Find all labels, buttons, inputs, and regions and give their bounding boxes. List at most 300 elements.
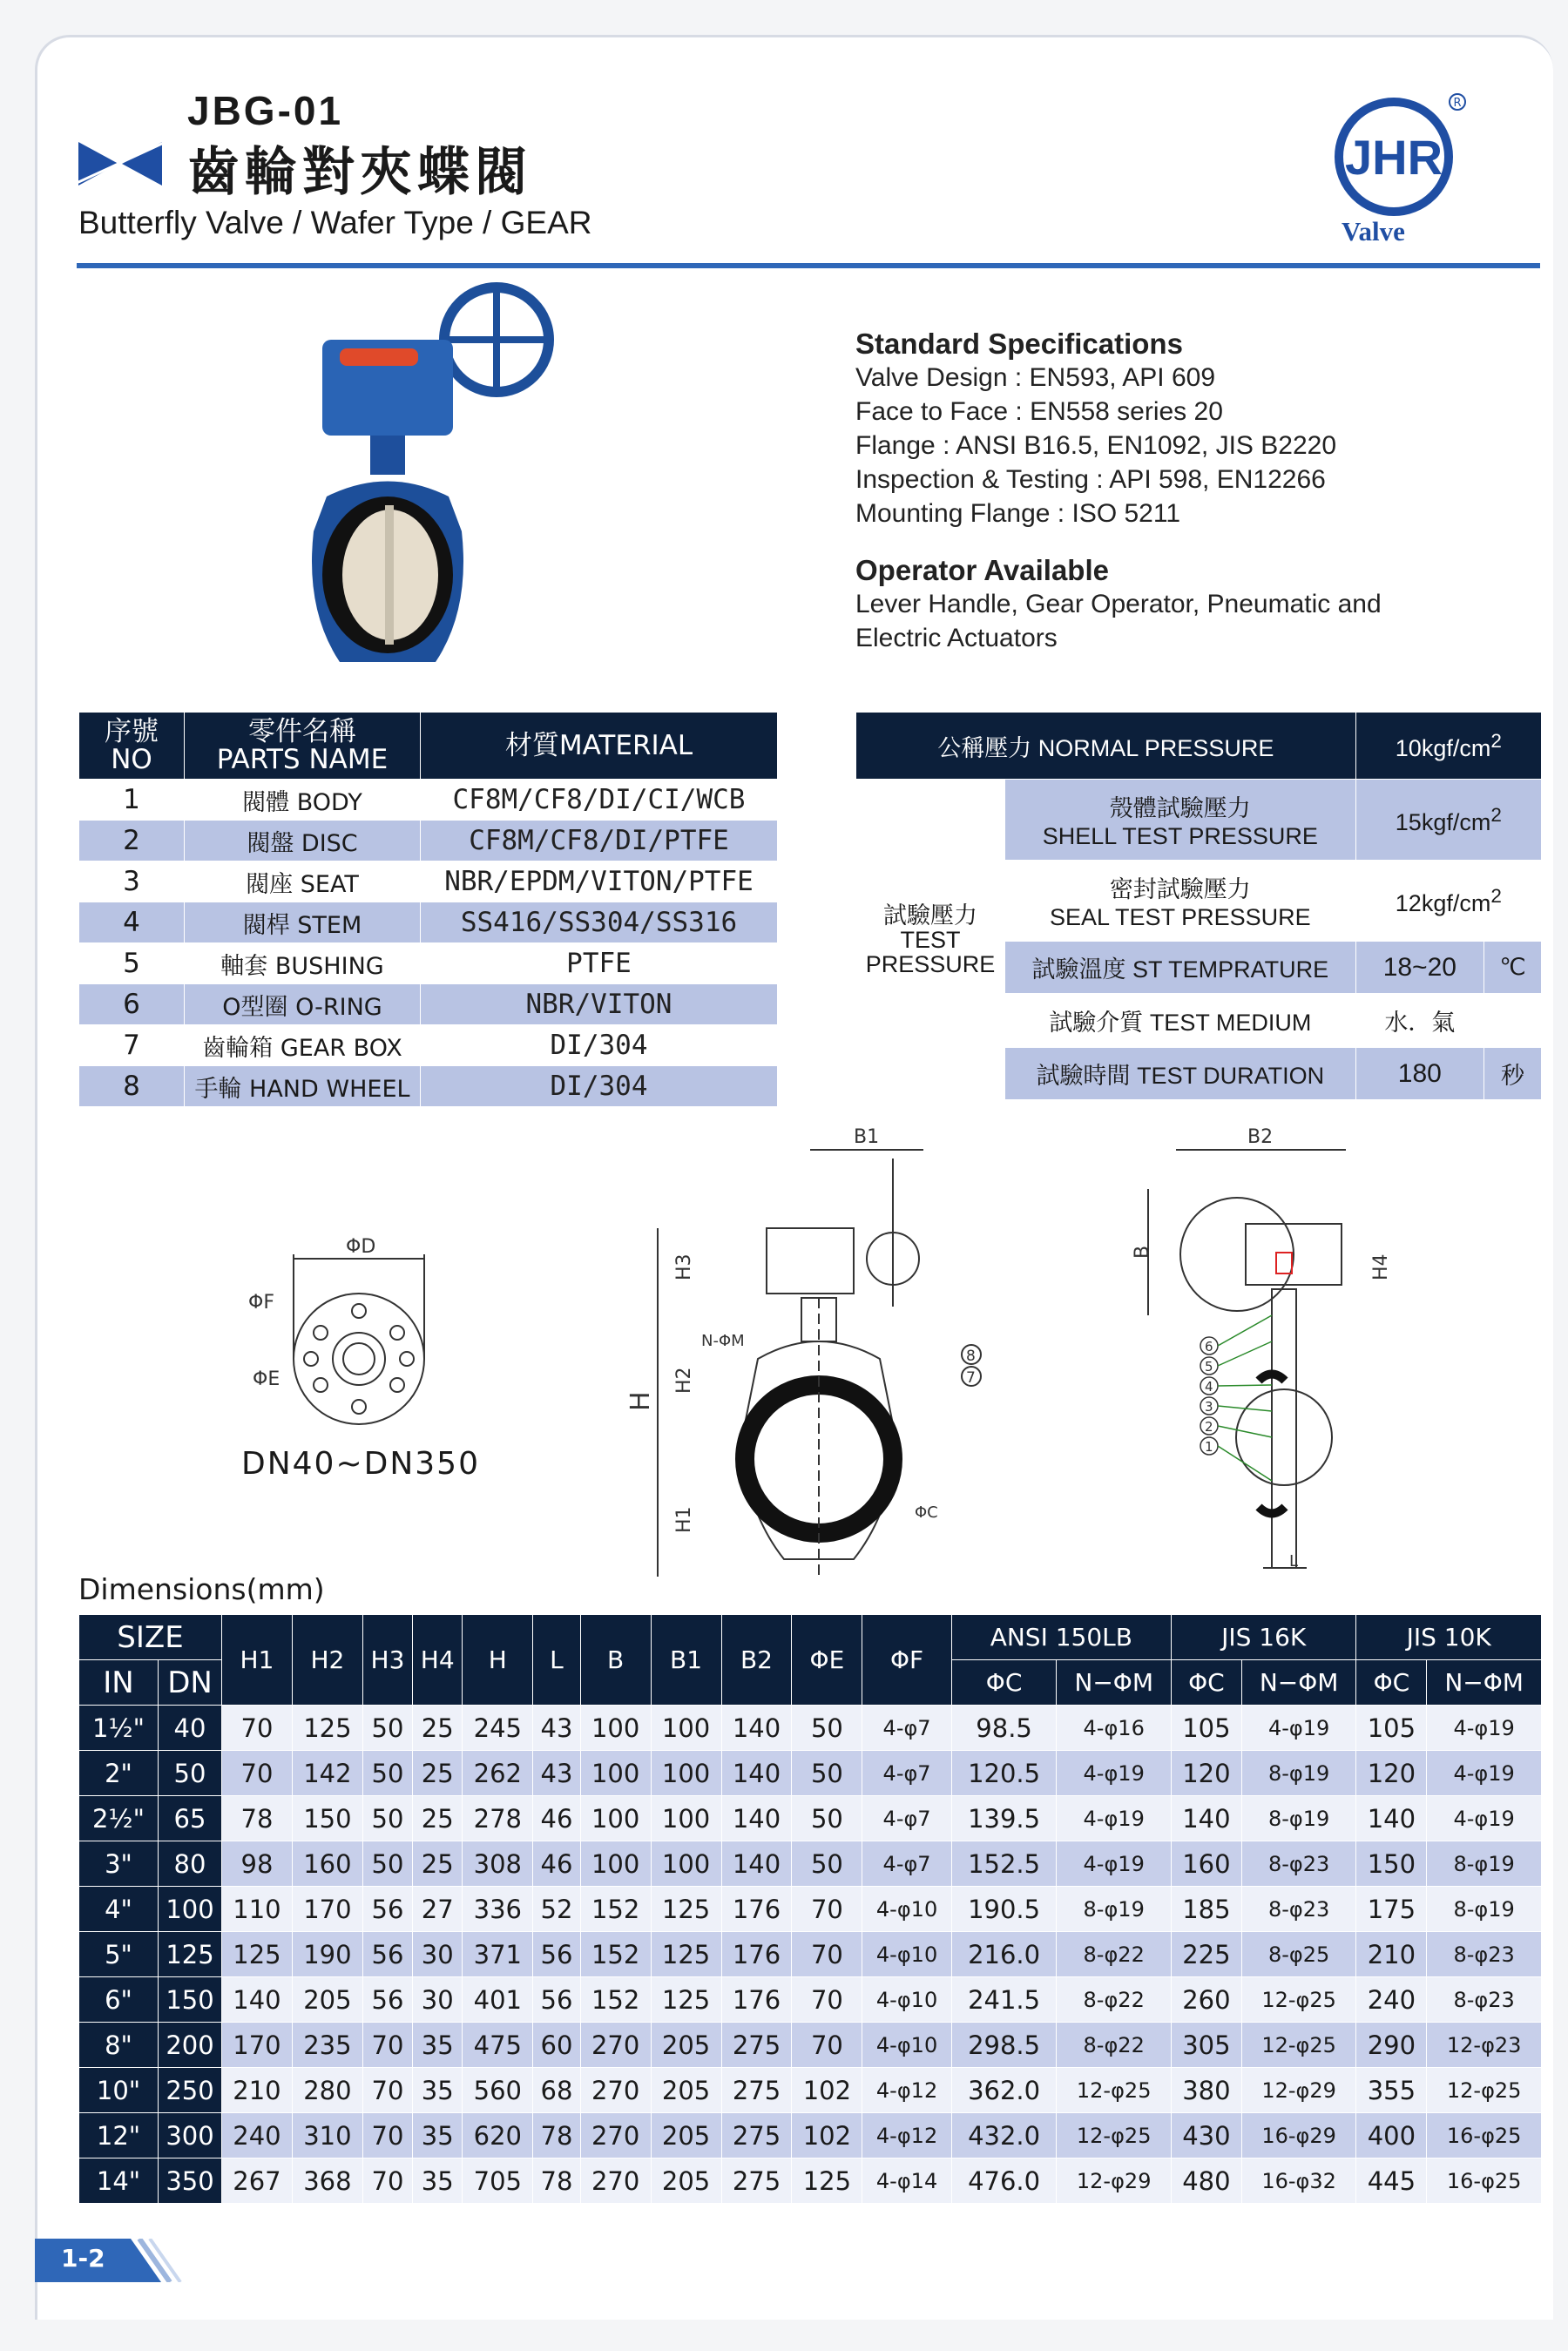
parts-cell-material: PTFE [421,943,778,984]
size-dn: 100 [159,1887,222,1932]
dimension-cell: 275 [721,2023,792,2068]
jis16-nphim: N−ΦM [1241,1660,1356,1706]
dimension-cell: 25 [413,1751,463,1796]
dimension-cell: 4-φ19 [1057,1796,1172,1841]
size-dn: 80 [159,1841,222,1887]
dimension-cell: 210 [222,2068,293,2113]
dimension-cell: 4-φ7 [862,1841,951,1887]
dimension-cell: 30 [413,1977,463,2023]
dimension-cell: 400 [1356,2113,1427,2158]
dimension-cell: 100 [580,1751,651,1796]
dimension-cell: 30 [413,1932,463,1977]
phiE-label: ΦE [253,1368,280,1390]
dimension-cell: 210 [1356,1932,1427,1977]
col-B: B [580,1615,651,1706]
dimension-cell: 8-φ25 [1241,1932,1356,1977]
B1-label: B1 [854,1126,880,1148]
dimension-cell: 78 [222,1796,293,1841]
dimension-cell: 140 [222,1977,293,2023]
parts-cell-name: 手輪 HAND WHEEL [185,1066,421,1107]
H-label: H [625,1391,656,1411]
parts-cell-material: SS416/SS304/SS316 [421,902,778,943]
parts-row [79,1066,778,1107]
dimension-cell: 140 [721,1706,792,1751]
phiC-label: ΦC [915,1503,938,1522]
dimension-cell: 355 [1356,2068,1427,2113]
dimension-row [79,2113,1542,2158]
dimension-row [79,2158,1542,2204]
parts-cell-name: 閥桿 STEM [185,902,421,943]
dimension-cell: 105 [1356,1706,1427,1751]
parts-row [79,821,778,861]
dimension-cell: 620 [463,2113,533,2158]
dimension-cell: 100 [580,1706,651,1751]
dimension-cell: 270 [580,2158,651,2204]
dimension-cell: 275 [721,2113,792,2158]
H1-label: H1 [673,1506,695,1533]
dimension-cell: 280 [292,2068,362,2113]
svg-text:3: 3 [1205,1399,1213,1415]
jis16-phic: ΦC [1171,1660,1241,1706]
dimension-cell: 100 [580,1796,651,1841]
dimension-cell: 368 [292,2158,362,2204]
dimension-cell: 56 [533,1977,580,2023]
dimension-cell: 70 [792,2023,862,2068]
jis16-header: JIS 16K [1171,1615,1355,1660]
dimension-cell: 78 [533,2113,580,2158]
dimension-cell: 310 [292,2113,362,2158]
size-in: 5" [79,1932,159,1977]
standard-specs-title: Standard Specifications [855,328,1183,360]
dimension-cell: 4-φ10 [862,1977,951,2023]
jis10-header: JIS 10K [1356,1615,1542,1660]
dimension-cell: 100 [651,1751,721,1796]
in-header: IN [79,1660,159,1706]
dimension-cell: 4-φ19 [1057,1751,1172,1796]
dimension-cell: 241.5 [951,1977,1057,2023]
dimension-cell: 98 [222,1841,293,1887]
jis10-phic: ΦC [1356,1660,1427,1706]
dimension-cell: 12-φ25 [1241,1977,1356,2023]
dimensions-title: Dimensions(mm) [78,1572,325,1606]
dimension-cell: 12-φ25 [1427,2068,1542,2113]
dimension-cell: 102 [792,2113,862,2158]
parts-cell-material: CF8M/CF8/DI/PTFE [421,821,778,861]
test-temperature-unit: ℃ [1484,942,1542,994]
front-drawing [625,1126,981,1577]
col-L: L [533,1615,580,1706]
dimension-cell: 25 [413,1796,463,1841]
dimension-cell: 278 [463,1796,533,1841]
dimension-cell: 50 [362,1796,412,1841]
nominal-pressure-label: 公稱壓力 NORMAL PRESSURE [856,713,1356,780]
dimension-cell: 35 [413,2158,463,2204]
dimension-cell: 560 [463,2068,533,2113]
dimension-cell: 78 [533,2158,580,2204]
dimension-cell: 480 [1171,2158,1241,2204]
side-drawing [1132,1126,1392,1571]
dn-header: DN [159,1660,222,1706]
dimension-cell: 120.5 [951,1751,1057,1796]
dimension-cell: 371 [463,1932,533,1977]
svg-text:6: 6 [1205,1339,1213,1355]
parts-cell-material: DI/304 [421,1066,778,1107]
parts-cell-no: 8 [79,1066,185,1107]
parts-cell-no: 3 [79,861,185,902]
dimension-cell: 125 [222,1932,293,1977]
dimension-cell: 139.5 [951,1796,1057,1841]
dimension-cell: 4-φ19 [1427,1751,1542,1796]
test-medium-label: 試驗介質 TEST MEDIUM [1005,994,1356,1048]
dimension-cell: 27 [413,1887,463,1932]
dimension-cell: 120 [1171,1751,1241,1796]
B-label: B [1132,1245,1153,1259]
dimension-cell: 8-φ19 [1427,1841,1542,1887]
dimension-cell: 152 [580,1932,651,1977]
parts-cell-material: NBR/VITON [421,984,778,1025]
shell-test-label: 殼體試驗壓力 SHELL TEST PRESSURE [1005,780,1356,861]
size-in: 1½" [79,1706,159,1751]
dimension-cell: 8-φ23 [1241,1887,1356,1932]
dimension-cell: 4-φ10 [862,2023,951,2068]
dimension-cell: 100 [651,1706,721,1751]
dimension-cell: 260 [1171,1977,1241,2023]
dimension-row [79,1706,1542,1751]
dimension-cell: 105 [1171,1706,1241,1751]
dimension-row [79,2023,1542,2068]
parts-table [78,712,778,1107]
phiD-label: ΦD [346,1236,376,1258]
parts-cell-no: 2 [79,821,185,861]
dimension-cell: 362.0 [951,2068,1057,2113]
dimension-cell: 56 [362,1887,412,1932]
dimension-cell: 70 [362,2068,412,2113]
dimension-cell: 4-φ14 [862,2158,951,2204]
dimension-cell: 240 [1356,1977,1427,2023]
dimension-cell: 235 [292,2023,362,2068]
size-dn: 200 [159,2023,222,2068]
dimension-row [79,1977,1542,2023]
dimension-cell: 12-φ25 [1057,2068,1172,2113]
dimension-cell: 56 [533,1932,580,1977]
svg-text:8: 8 [966,1348,976,1365]
dimension-cell: 8-φ22 [1057,1977,1172,2023]
dimension-cell: 43 [533,1706,580,1751]
parts-cell-name: 閥盤 DISC [185,821,421,861]
dimension-cell: 170 [292,1887,362,1932]
svg-text:4: 4 [1205,1379,1213,1395]
size-dn: 150 [159,1977,222,2023]
dimension-cell: 35 [413,2068,463,2113]
dimension-cell: 8-φ23 [1241,1841,1356,1887]
page-tab [35,2239,183,2282]
size-in: 10" [79,2068,159,2113]
dimension-cell: 8-φ19 [1057,1887,1172,1932]
dimension-cell: 100 [651,1796,721,1841]
parts-cell-name: 軸套 BUSHING [185,943,421,984]
product-code: JBG-01 [187,88,344,133]
dimension-cell: 205 [651,2158,721,2204]
dimension-cell: 70 [792,1977,862,2023]
dimension-cell: 4-φ7 [862,1706,951,1751]
svg-text:7: 7 [966,1369,976,1387]
parts-cell-no: 1 [79,780,185,821]
operator-line: Electric Actuators [855,624,1058,652]
dimension-cell: 12-φ25 [1241,2023,1356,2068]
dimension-cell: 142 [292,1751,362,1796]
parts-cell-no: 4 [79,902,185,943]
dimension-cell: 262 [463,1751,533,1796]
size-in: 8" [79,2023,159,2068]
dimension-row [79,2068,1542,2113]
dimension-cell: 70 [792,1887,862,1932]
dimension-cell: 705 [463,2158,533,2204]
L-label: L [1289,1552,1299,1571]
size-dn: 350 [159,2158,222,2204]
seal-test-value: $12kgf/cm^2$ [1355,861,1541,942]
parts-cell-no: 5 [79,943,185,984]
test-duration-label: 試驗時間 TEST DURATION [1005,1048,1356,1100]
spec-line: Flange : ANSI B16.5, EN1092, JIS B2220 [855,431,1337,460]
dimension-cell: 150 [292,1796,362,1841]
size-in: 3" [79,1841,159,1887]
size-dn: 250 [159,2068,222,2113]
size-dn: 40 [159,1706,222,1751]
dimension-cell: 35 [413,2023,463,2068]
dimension-row [79,1796,1542,1841]
dimension-cell: 50 [362,1751,412,1796]
parts-cell-material: DI/304 [421,1025,778,1066]
dimension-cell: 46 [533,1841,580,1887]
spec-line: Face to Face : EN558 series 20 [855,397,1223,426]
dimension-cell: 175 [1356,1887,1427,1932]
H3-label: H3 [673,1253,695,1280]
dimension-cell: 190.5 [951,1887,1057,1932]
test-temperature-label: 試驗溫度 ST TEMPRATURE [1005,942,1356,994]
dimension-cell: 205 [651,2113,721,2158]
dimension-cell: 16-φ25 [1427,2113,1542,2158]
product-subtitle: Butterfly Valve / Wafer Type / GEAR [78,205,592,240]
size-header: SIZE [79,1615,222,1660]
page-number: 1-2 [61,2244,105,2273]
dimension-cell: 336 [463,1887,533,1932]
dimension-cell: 4-φ10 [862,1932,951,1977]
technical-drawings [0,1124,1568,1577]
col-H: H [463,1615,533,1706]
parts-cell-name: 齒輪箱 GEAR BOX [185,1025,421,1066]
header-divider [77,263,1540,268]
dimension-cell: 110 [222,1887,293,1932]
parts-cell-no: 7 [79,1025,185,1066]
dimension-row [79,1887,1542,1932]
dimension-cell: 4-φ19 [1427,1706,1542,1751]
dimension-cell: 43 [533,1751,580,1796]
dimension-cell: 216.0 [951,1932,1057,1977]
NphiM-label: N-ΦM [701,1332,745,1350]
dimension-cell: 12-φ25 [1057,2113,1172,2158]
dimension-cell: 4-φ10 [862,1887,951,1932]
dimension-cell: 25 [413,1706,463,1751]
dimension-cell: 8-φ19 [1427,1887,1542,1932]
dimension-cell: 8-φ23 [1427,1977,1542,2023]
H4-label: H4 [1370,1253,1392,1280]
col-material: 材質MATERIAL [421,713,778,780]
dimension-cell: 8-φ19 [1241,1751,1356,1796]
dimension-cell: 205 [651,2023,721,2068]
col-H4: H4 [413,1615,463,1706]
dimension-cell: 160 [1171,1841,1241,1887]
dimension-cell: 270 [580,2068,651,2113]
parts-cell-material: NBR/EPDM/VITON/PTFE [421,861,778,902]
dimension-cell: 275 [721,2068,792,2113]
butterfly-symbol-icon [77,138,164,190]
size-in: 14" [79,2158,159,2204]
col-phiF: ΦF [862,1615,951,1706]
col-B2: B2 [721,1615,792,1706]
col-no: 序號 NO [79,713,185,780]
parts-row [79,780,778,821]
product-title-cn: 齒輪對夾蝶閥 [187,142,532,203]
flange-range-label: DN40~DN350 [241,1446,480,1482]
dimension-cell: 56 [362,1932,412,1977]
dimension-cell: 12-φ23 [1427,2023,1542,2068]
dimension-cell: 140 [1171,1796,1241,1841]
dimension-cell: 298.5 [951,2023,1057,2068]
dimension-cell: 267 [222,2158,293,2204]
dimension-cell: 16-φ29 [1241,2113,1356,2158]
dimension-cell: 476.0 [951,2158,1057,2204]
spec-line: Inspection & Testing : API 598, EN12266 [855,465,1326,494]
shell-test-value: $15kgf/cm^2$ [1355,780,1541,861]
col-H1: H1 [222,1615,293,1706]
size-in: 2½" [79,1796,159,1841]
dimension-cell: 432.0 [951,2113,1057,2158]
size-in: 6" [79,1977,159,2023]
dimension-cell: 275 [721,2158,792,2204]
dimension-cell: 305 [1171,2023,1241,2068]
dimension-cell: 176 [721,1977,792,2023]
dimension-cell: 176 [721,1887,792,1932]
dimension-cell: 140 [721,1796,792,1841]
seal-test-label: 密封試驗壓力 SEAL TEST PRESSURE [1005,861,1356,942]
size-in: 2" [79,1751,159,1796]
dimension-cell: 380 [1171,2068,1241,2113]
dimension-cell: 125 [792,2158,862,2204]
dimension-cell: 152 [580,1977,651,2023]
svg-text:1: 1 [1205,1439,1213,1455]
dimension-cell: 475 [463,2023,533,2068]
dimension-cell: 225 [1171,1932,1241,1977]
dimension-cell: 16-φ32 [1241,2158,1356,2204]
parts-row [79,1025,778,1066]
dimension-cell: 140 [1356,1796,1427,1841]
size-dn: 65 [159,1796,222,1841]
B2-label: B2 [1247,1126,1274,1148]
valve-photo [287,279,575,697]
size-dn: 125 [159,1932,222,1977]
parts-row [79,902,778,943]
dimension-cell: 50 [362,1706,412,1751]
parts-cell-no: 6 [79,984,185,1025]
dimension-cell: 60 [533,2023,580,2068]
dimension-cell: 70 [362,2113,412,2158]
nominal-pressure-value: $10kgf/cm^2$ [1355,713,1541,780]
dimension-cell: 70 [362,2023,412,2068]
svg-text:JHR: JHR [1344,130,1443,185]
dimension-cell: 150 [1356,1841,1427,1887]
dimension-cell: 4-φ19 [1241,1706,1356,1751]
dimension-cell: 100 [651,1841,721,1887]
dimension-cell: 140 [721,1751,792,1796]
svg-text:2: 2 [1205,1419,1213,1435]
parts-cell-name: O型圈 O-RING [185,984,421,1025]
jis10-nphim: N−ΦM [1427,1660,1542,1706]
test-duration-unit: 秒 [1484,1048,1542,1100]
dimension-cell: 4-φ12 [862,2113,951,2158]
dimensions-table [78,1614,1542,2204]
dimension-cell: 16-φ25 [1427,2158,1542,2204]
dimension-cell: 70 [792,1932,862,1977]
dimension-cell: 140 [721,1841,792,1887]
parts-cell-material: CF8M/CF8/DI/CI/WCB [421,780,778,821]
parts-cell-name: 閥座 SEAT [185,861,421,902]
test-duration-value: 180 [1355,1048,1484,1100]
dimension-cell: 8-φ23 [1427,1932,1542,1977]
dimension-cell: 125 [651,1977,721,2023]
dimension-cell: 176 [721,1932,792,1977]
dimension-cell: 240 [222,2113,293,2158]
dimension-cell: 4-φ19 [1427,1796,1542,1841]
dimension-cell: 4-φ16 [1057,1706,1172,1751]
dimension-cell: 308 [463,1841,533,1887]
dimension-cell: 152 [580,1887,651,1932]
dimension-cell: 430 [1171,2113,1241,2158]
dimension-cell: 160 [292,1841,362,1887]
test-temperature-value: 18~20 [1355,942,1484,994]
dimension-cell: 401 [463,1977,533,2023]
dimension-cell: 12-φ29 [1241,2068,1356,2113]
dimension-cell: 70 [222,1706,293,1751]
test-pressure-group: 試驗壓力 TEST PRESSURE [856,780,1005,1100]
col-H3: H3 [362,1615,412,1706]
specifications-block [855,327,1382,655]
dimension-cell: 4-φ12 [862,2068,951,2113]
dimension-cell: 270 [580,2113,651,2158]
brand-text: Valve [1342,216,1405,247]
dimension-cell: 50 [792,1706,862,1751]
spec-line: Mounting Flange : ISO 5211 [855,499,1181,528]
dimension-cell: 8-φ19 [1241,1796,1356,1841]
dimension-cell: 102 [792,2068,862,2113]
dimension-cell: 98.5 [951,1706,1057,1751]
dimension-cell: 445 [1356,2158,1427,2204]
dimension-cell: 120 [1356,1751,1427,1796]
dimension-cell: 46 [533,1796,580,1841]
size-in: 4" [79,1887,159,1932]
dimension-cell: 270 [580,2023,651,2068]
dimension-cell: 50 [792,1841,862,1887]
size-dn: 50 [159,1751,222,1796]
dimension-cell: 52 [533,1887,580,1932]
dimension-cell: 4-φ7 [862,1796,951,1841]
size-in: 12" [79,2113,159,2158]
dimension-cell: 125 [651,1932,721,1977]
dimension-cell: 35 [413,2113,463,2158]
dimension-cell: 205 [292,1977,362,2023]
dimension-cell: 190 [292,1932,362,1977]
col-B1: B1 [651,1615,721,1706]
dimension-cell: 125 [292,1706,362,1751]
